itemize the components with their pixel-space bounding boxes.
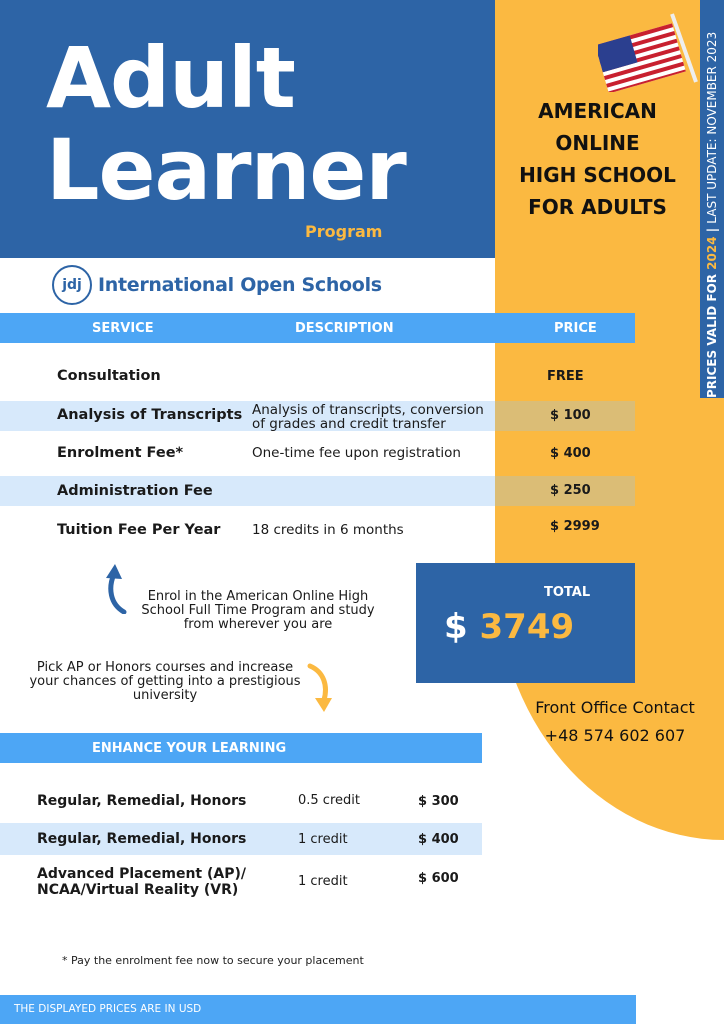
contact-label: Front Office Contact xyxy=(535,698,695,717)
enhance-credit: 1 credit xyxy=(298,874,348,889)
service-name: Analysis of Transcripts xyxy=(57,407,243,423)
total-amount: 3749 xyxy=(479,607,575,647)
side-year: 2024 xyxy=(705,236,719,270)
service-description: 18 credits in 6 months xyxy=(252,522,404,538)
footer-text: THE DISPLAYED PRICES ARE IN USD xyxy=(14,1003,202,1015)
footer-bar xyxy=(0,995,636,1024)
enhance-course-line: Advanced Placement (AP)/ xyxy=(37,866,247,882)
school-heading xyxy=(500,95,695,223)
side-separator: | xyxy=(705,223,719,237)
enrol-note xyxy=(128,590,388,632)
enrol-note-line: School Full Time Program and study xyxy=(141,603,375,618)
header-price: PRICE xyxy=(554,321,597,336)
hero-banner xyxy=(0,0,495,258)
service-price: $ 250 xyxy=(550,483,591,498)
pick-note xyxy=(20,661,310,703)
pick-note-line: university xyxy=(132,688,198,703)
service-price: FREE xyxy=(547,369,584,384)
total-box xyxy=(416,563,635,683)
service-table-header xyxy=(0,313,635,343)
pick-note-line: Pick AP or Honors courses and increase xyxy=(36,660,294,675)
service-description xyxy=(252,403,484,431)
school-heading-line: ONLINE xyxy=(555,131,640,155)
service-description: One-time fee upon registration xyxy=(252,445,461,461)
header-service: SERVICE xyxy=(92,321,154,336)
enhance-credit: 0.5 credit xyxy=(298,793,360,808)
service-name: Administration Fee xyxy=(57,483,213,499)
enhance-header-label: ENHANCE YOUR LEARNING xyxy=(92,741,287,756)
enhance-course-line: NCAA/Virtual Reality (VR) xyxy=(37,882,239,898)
enhance-course-name: Regular, Remedial, Honors xyxy=(37,793,247,809)
total-label: TOTAL xyxy=(544,585,591,600)
enhance-price: $ 300 xyxy=(418,794,459,809)
service-name: Consultation xyxy=(57,368,161,384)
logo-name: International Open Schools xyxy=(98,274,382,296)
enhance-credit: 1 credit xyxy=(298,832,348,847)
school-heading-line: AMERICAN xyxy=(538,99,657,123)
service-name: Tuition Fee Per Year xyxy=(57,522,221,538)
enrol-note-line: Enrol in the American Online High xyxy=(147,589,369,604)
service-price: $ 400 xyxy=(550,446,591,461)
side-prefix: PRICES VALID FOR xyxy=(705,269,719,398)
service-name: Enrolment Fee* xyxy=(57,445,184,461)
school-logo xyxy=(52,265,382,305)
logo-mark: jdj xyxy=(52,265,92,305)
side-banner-text xyxy=(705,32,719,398)
us-flag-icon xyxy=(598,12,698,92)
description-line: of grades and credit transfer xyxy=(252,416,446,432)
hero-subtitle: Program xyxy=(305,222,383,241)
hero-title-line1: Adult xyxy=(46,29,295,127)
description-line: Analysis of transcripts, conversion xyxy=(252,402,484,418)
curved-arrow-down-icon xyxy=(304,662,340,716)
hero-title xyxy=(46,29,406,219)
school-heading-line: HIGH SCHOOL xyxy=(519,163,676,187)
pick-note-line: your chances of getting into a prestigious xyxy=(29,674,301,689)
service-price: $ 2999 xyxy=(550,519,600,534)
service-price: $ 100 xyxy=(550,408,591,423)
enhance-price: $ 600 xyxy=(418,871,459,886)
footnote: * Pay the enrolment fee now to secure your placement xyxy=(62,954,364,967)
enhance-course-name xyxy=(37,866,246,898)
header-description: DESCRIPTION xyxy=(295,321,394,336)
total-currency: $ xyxy=(444,607,468,647)
total-value xyxy=(444,607,574,647)
enrol-note-line: from wherever you are xyxy=(183,617,333,632)
enhance-header xyxy=(0,733,482,763)
side-update: LAST UPDATE: NOVEMBER 2023 xyxy=(705,31,719,224)
hero-title-line2: Learner xyxy=(46,121,406,219)
enhance-course-name: Regular, Remedial, Honors xyxy=(37,831,247,847)
school-heading-line: FOR ADULTS xyxy=(528,195,667,219)
contact-phone[interactable]: +48 574 602 607 xyxy=(544,726,686,745)
enhance-price: $ 400 xyxy=(418,832,459,847)
